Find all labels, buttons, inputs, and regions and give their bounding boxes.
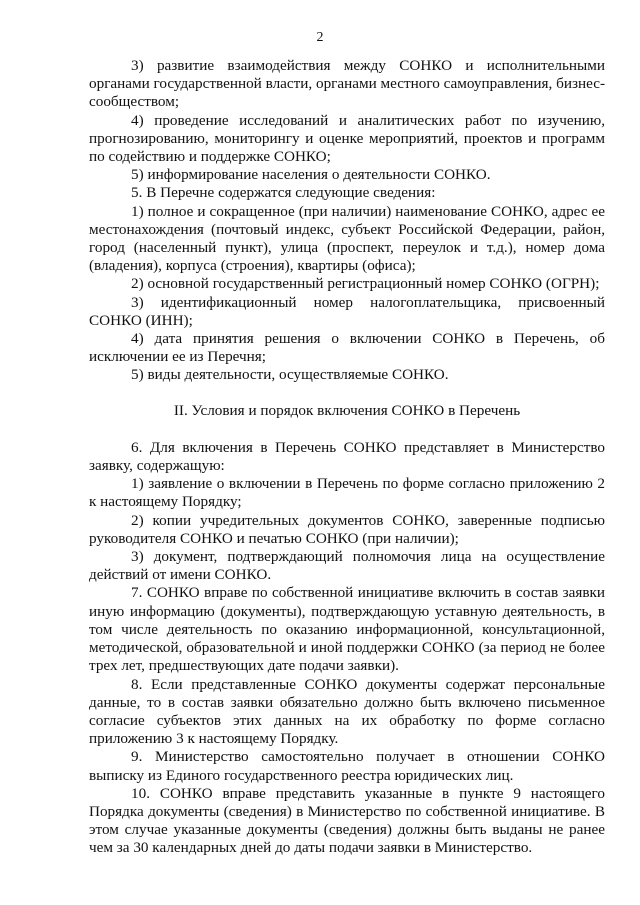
paragraph: 4) дата принятия решения о включении СОНКО в Перечень, об исключении ее из Перечня; [89, 330, 605, 366]
paragraph: 5) информирование населения о деятельности СОНКО. [131, 166, 491, 184]
paragraph: 7. СОНКО вправе по собственной инициативе включить в состав заявки иную информацию (документы), подтверждающую уставную деятельность, в том числе деятельность по оказанию информационной, консультационной, методической, образовательной и иной поддержки СОНКО (за период не более трех лет, предшествующих дате подачи заявки). [89, 584, 605, 675]
paragraph: 4) проведение исследований и аналитических работ по изучению, прогнозированию, мониторингу и оценке мероприятий, проектов и программ по содействию и поддержке СОНКО; [89, 111, 605, 166]
paragraph: 3) документ, подтверждающий полномочия лица на осуществление действий от имени СОНКО. [89, 548, 605, 584]
paragraph: 5. В Перечне содержатся следующие сведения: [131, 184, 436, 202]
section-heading: II. Условия и порядок включения СОНКО в Перечень [173, 401, 521, 419]
paragraph: 3) идентификационный номер налогоплательщика, присвоенный СОНКО (ИНН); [89, 293, 605, 329]
paragraph: 1) заявление о включении в Перечень по форме согласно приложению 2 к настоящему Порядку; [89, 475, 605, 511]
paragraph: 2) копии учредительных документов СОНКО, заверенные подписью руководителя СОНКО и печатью СОНКО (при наличии); [89, 511, 605, 547]
paragraph: 3) развитие взаимодействия между СОНКО и исполнительными органами государственной власти, органами местного самоуправления, бизнес-сообществом; [89, 57, 605, 111]
paragraph: 9. Министерство самостоятельно получает в отношении СОНКО выписку из Единого государственного реестра юридических лиц. [89, 748, 605, 784]
page-number: 2 [316, 30, 324, 45]
paragraph: 1) полное и сокращенное (при наличии) наименование СОНКО, адрес ее местонахождения (почтовый индекс, субъект Российской Федерации, район, город (населенный пункт), улица (проспект, переулок и т.д.), номер дома (владения), корпуса (строения), квартиры (офиса); [89, 202, 605, 275]
paragraph: 10. СОНКО вправе представить указанные в пункте 9 настоящего Порядка документы (сведения) в Министерство по собственной инициативе. В этом случае указанные документы (сведения) должны быть выданы не ранее чем за 30 календарных дней до даты подачи заявки в Министерство. [89, 784, 605, 857]
paragraph: 5) виды деятельности, осуществляемые СОНКО. [131, 366, 449, 384]
paragraph: 2) основной государственный регистрационный номер СОНКО (ОГРН); [131, 275, 600, 293]
paragraph: 8. Если представленные СОНКО документы содержат персональные данные, то в состав заявки обязательно должно быть включено письменное согласие субъектов этих данных на их обработку по форме согласно приложению 3 к настоящему Порядку. [89, 675, 605, 748]
document-body [89, 57, 605, 858]
paragraph: 6. Для включения в Перечень СОНКО представляет в Министерство заявку, содержащую: [89, 438, 605, 475]
